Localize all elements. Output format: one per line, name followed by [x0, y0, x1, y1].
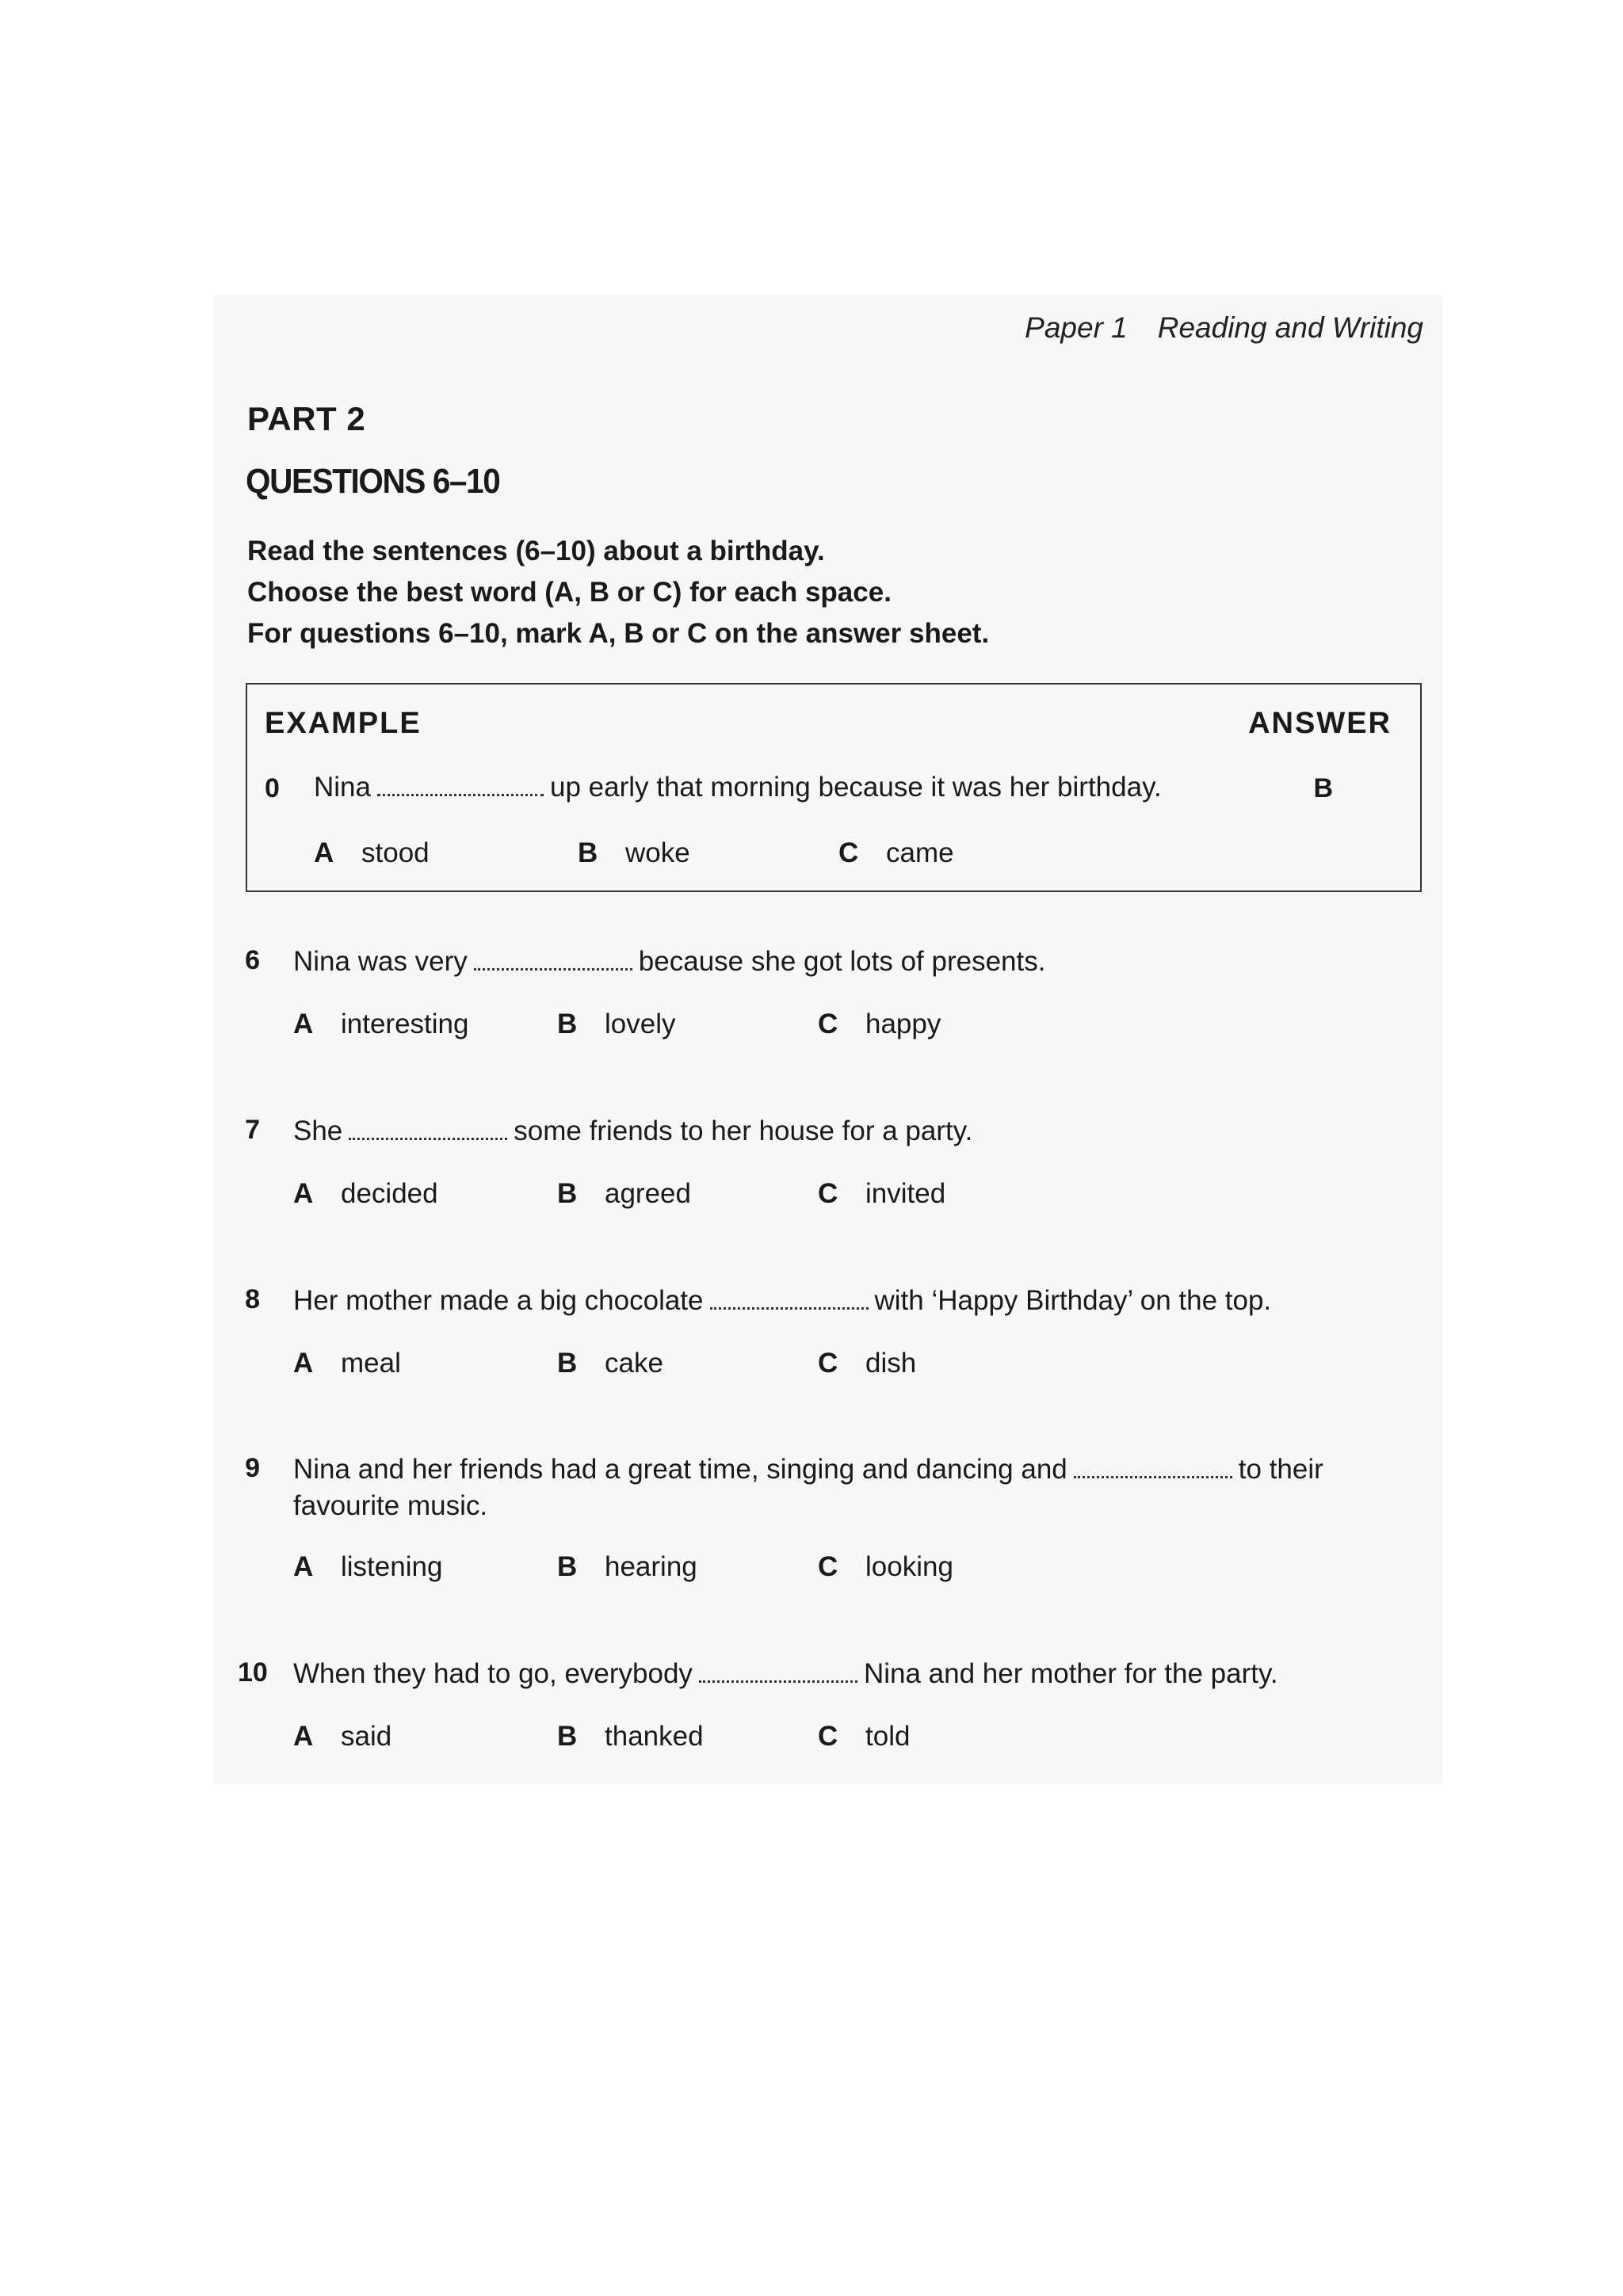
example-number: 0	[265, 773, 280, 803]
example-answer: B	[1313, 773, 1333, 803]
answer-gap	[474, 967, 632, 971]
option-text: woke	[625, 837, 690, 868]
sentence-before: Nina was very	[293, 946, 468, 977]
instructions	[247, 531, 989, 654]
question-number: 6	[245, 945, 260, 975]
sentence-before: Her mother made a big chocolate	[293, 1285, 704, 1316]
instruction-line: Read the sentences (6–10) about a birthday.	[247, 536, 825, 566]
option-a[interactable]	[293, 1721, 391, 1753]
option-c	[838, 837, 954, 869]
question-number: 7	[245, 1115, 260, 1145]
option-text: cake	[605, 1348, 663, 1379]
option-text: looking	[865, 1551, 953, 1582]
option-a[interactable]	[293, 1178, 438, 1210]
instruction-line: Choose the best word (A, B or C) for each space.	[247, 577, 892, 608]
option-letter: C	[818, 1178, 838, 1209]
option-text: lovely	[605, 1009, 676, 1039]
option-b[interactable]	[557, 1178, 691, 1210]
option-text: thanked	[605, 1721, 704, 1752]
answer-gap	[699, 1680, 857, 1683]
running-header	[1025, 311, 1423, 345]
option-text: said	[341, 1721, 392, 1752]
option-text: happy	[865, 1009, 941, 1039]
option-b	[578, 837, 690, 869]
option-letter: A	[293, 1178, 314, 1209]
answer-gap	[1074, 1475, 1232, 1478]
option-letter: C	[818, 1551, 838, 1582]
option-text: hearing	[605, 1551, 697, 1582]
option-letter: B	[557, 1721, 578, 1752]
option-a	[314, 837, 430, 869]
option-c[interactable]	[818, 1551, 953, 1583]
option-b[interactable]	[557, 1009, 675, 1040]
option-c[interactable]	[818, 1348, 916, 1379]
option-text: meal	[341, 1348, 401, 1379]
question-number: 8	[245, 1284, 260, 1314]
question-number: 9	[245, 1453, 260, 1483]
option-text: listening	[341, 1551, 443, 1582]
option-letter: A	[293, 1348, 314, 1379]
option-letter: C	[838, 837, 859, 868]
sentence-after: up early that morning because it was her birthday.	[549, 772, 1162, 803]
option-letter: B	[557, 1178, 578, 1209]
option-letter: B	[578, 837, 598, 868]
paper-section: Reading and Writing	[1157, 311, 1423, 344]
example-label: EXAMPLE	[265, 707, 422, 740]
question-number: 10	[238, 1657, 268, 1688]
option-a[interactable]	[293, 1009, 468, 1040]
answer-gap	[710, 1306, 869, 1310]
option-letter: B	[557, 1348, 578, 1379]
option-a[interactable]	[293, 1348, 401, 1379]
answer-gap	[377, 793, 544, 796]
paper-number: Paper 1	[1025, 311, 1128, 344]
option-c[interactable]	[818, 1178, 945, 1210]
answer-gap	[349, 1137, 507, 1140]
option-text: dish	[865, 1348, 917, 1379]
option-text: decided	[341, 1178, 438, 1209]
sentence-before: When they had to go, everybody	[293, 1658, 693, 1689]
sentence-after: to their favourite music.	[293, 1454, 1323, 1521]
questions-title: QUESTIONS 6–10	[246, 462, 500, 501]
question-sentence	[293, 1451, 1347, 1524]
option-text: invited	[865, 1178, 946, 1209]
option-letter: C	[818, 1009, 838, 1039]
question-sentence	[293, 1656, 1347, 1692]
sentence-before: Nina and her friends had a great time, singing and dancing and	[293, 1454, 1067, 1485]
option-letter: A	[314, 837, 334, 868]
option-a[interactable]	[293, 1551, 442, 1583]
option-text: stood	[361, 837, 430, 868]
option-letter: A	[293, 1551, 314, 1582]
question-sentence	[293, 1113, 1347, 1150]
option-text: interesting	[341, 1009, 469, 1039]
example-sentence	[314, 772, 1162, 803]
sentence-before: Nina	[314, 772, 371, 803]
sentence-after: because she got lots of presents.	[638, 946, 1046, 977]
option-letter: A	[293, 1009, 314, 1039]
question-sentence	[293, 1283, 1347, 1319]
option-text: came	[886, 837, 954, 868]
part-title: PART 2	[247, 400, 366, 437]
option-letter: C	[818, 1721, 838, 1752]
option-c[interactable]	[818, 1721, 910, 1753]
option-b[interactable]	[557, 1721, 704, 1753]
example-box	[246, 683, 1422, 892]
sentence-after: with ‘Happy Birthday’ on the top.	[874, 1285, 1272, 1316]
sentence-before: She	[293, 1116, 343, 1146]
option-text: told	[865, 1721, 911, 1752]
question-sentence	[293, 944, 1347, 980]
answer-label: ANSWER	[1248, 707, 1392, 740]
sentence-after: Nina and her mother for the party.	[863, 1658, 1278, 1689]
option-letter: B	[557, 1551, 578, 1582]
instruction-line: For questions 6–10, mark A, B or C on the answer sheet.	[247, 618, 990, 649]
option-c[interactable]	[818, 1009, 941, 1040]
option-b[interactable]	[557, 1551, 697, 1583]
option-text: agreed	[605, 1178, 691, 1209]
option-letter: B	[557, 1009, 578, 1039]
sentence-after: some friends to her house for a party.	[514, 1116, 973, 1146]
option-letter: C	[818, 1348, 838, 1379]
option-letter: A	[293, 1721, 314, 1752]
option-b[interactable]	[557, 1348, 663, 1379]
